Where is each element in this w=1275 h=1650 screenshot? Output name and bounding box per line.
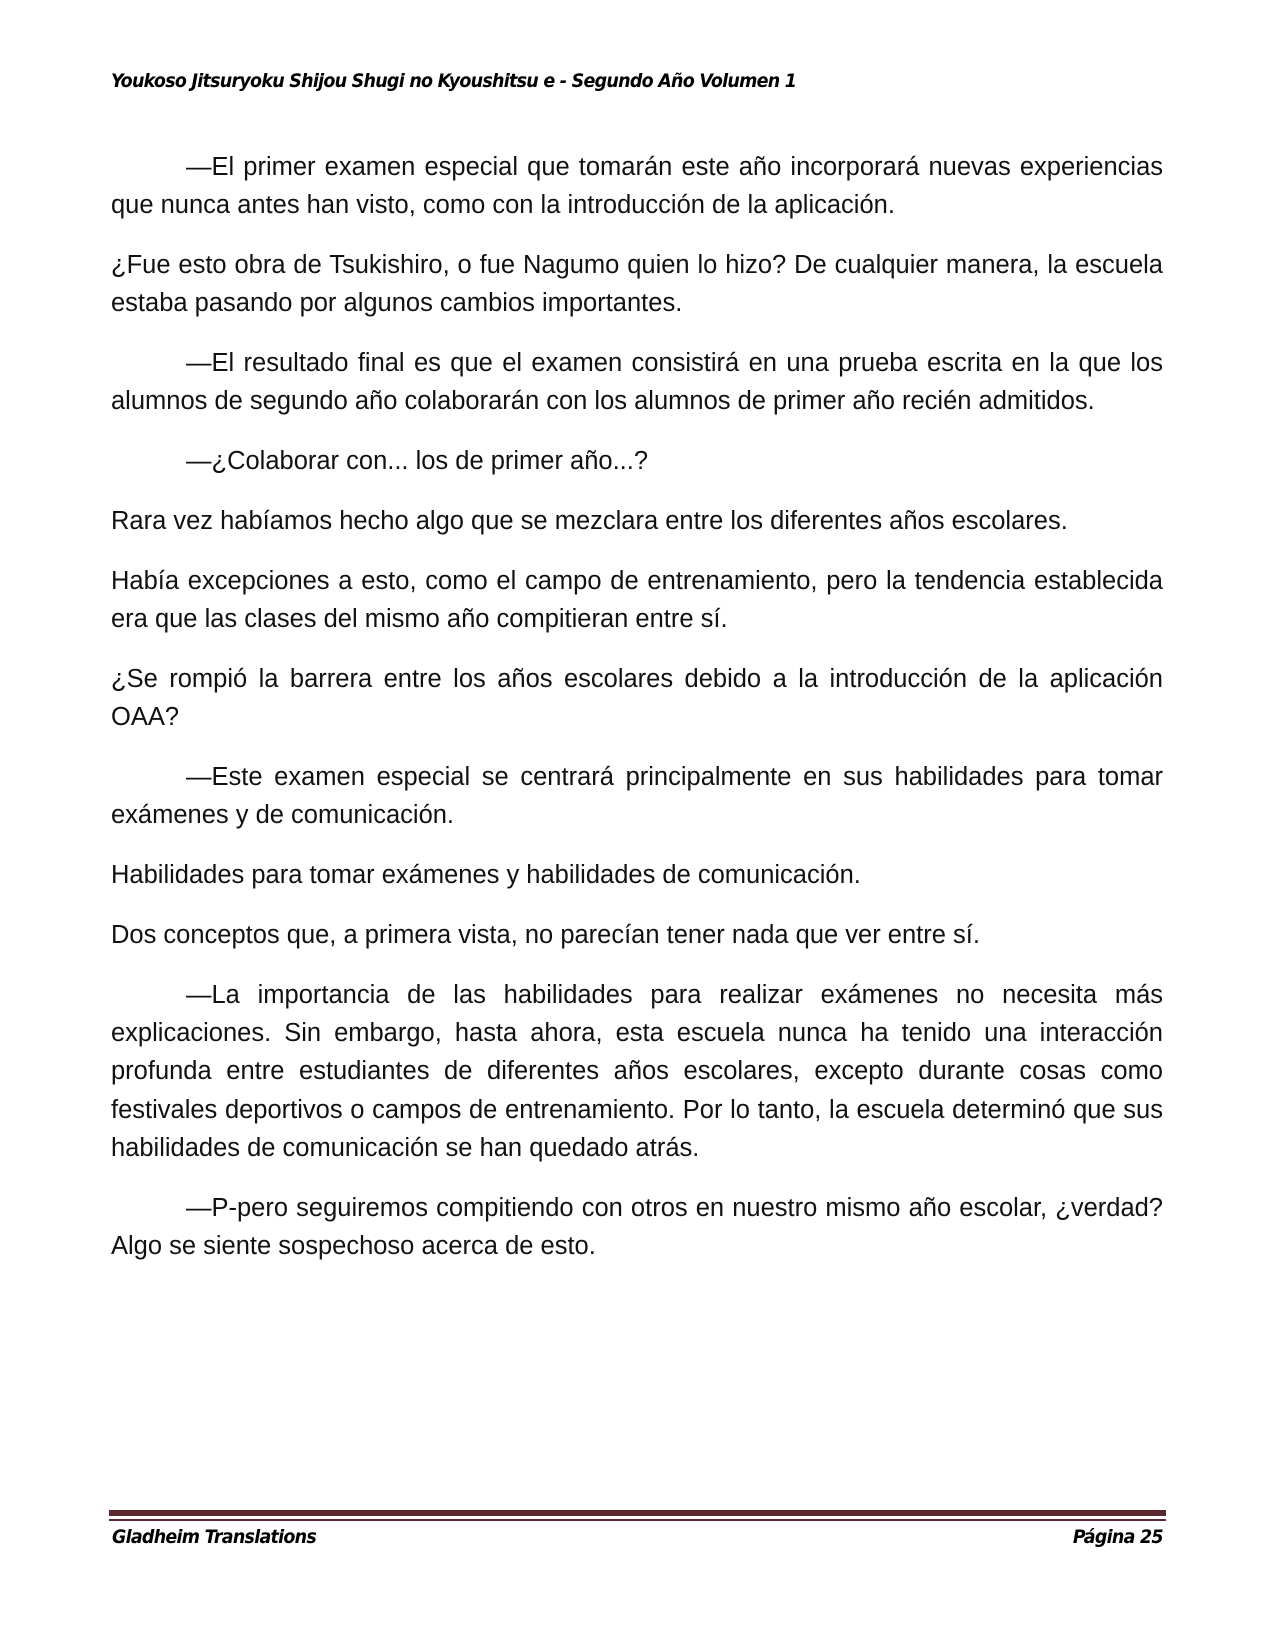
footer-rule-thick: [109, 1510, 1166, 1516]
paragraph: Había excepciones a esto, como el campo de entrenamiento, pero la tendencia establecida era que las clases del mismo año compitieran entre sí.: [111, 566, 1163, 634]
footer-page-number: Página 25: [1072, 1526, 1163, 1548]
paragraph: ¿Se rompió la barrera entre los años escolares debido a la introducción de la aplicación OAA?: [111, 664, 1163, 732]
footer-translator-credit: Gladheim Translations: [112, 1526, 317, 1548]
paragraph: Dos conceptos que, a primera vista, no parecían tener nada que ver entre sí.: [111, 920, 980, 949]
footer-rule-thin: [109, 1519, 1166, 1521]
paragraph: —El primer examen especial que tomarán este año incorporará nuevas experiencias que nunca antes han visto, como con la introducción de la aplicación.: [111, 153, 1163, 220]
paragraph: —¿Colaborar con... los de primer año...?: [186, 447, 649, 476]
paragraph: —El resultado final es que el examen consistirá en una prueba escrita en la que los alumnos de segundo año colaborarán con los alumnos de primer año recién admitidos.: [111, 349, 1163, 416]
page-body: [111, 148, 1163, 1287]
paragraph: —Este examen especial se centrará principalmente en sus habilidades para tomar exámenes y de comunicación.: [111, 763, 1163, 830]
paragraph: —La importancia de las habilidades para realizar exámenes no necesita más explicaciones. Sin embargo, hasta ahora, esta escuela nunca ha tenido una interacción profunda entre estudiantes de diferentes años escolares, excepto durante cosas como festivales deportivos o campos de entrenamiento. Por lo tanto, la escuela determinó que sus habilidades de comunicación se han quedado atrás.: [111, 980, 1163, 1162]
page-header-title: Youkoso Jitsuryoku Shijou Shugi no Kyoushitsu e - Segundo Año Volumen 1: [111, 70, 797, 92]
paragraph: ¿Fue esto obra de Tsukishiro, o fue Nagumo quien lo hizo? De cualquier manera, la escuela estaba pasando por algunos cambios importantes.: [111, 251, 1163, 318]
paragraph: Rara vez habíamos hecho algo que se mezclara entre los diferentes años escolares.: [111, 507, 1068, 536]
paragraph: Habilidades para tomar exámenes y habilidades de comunicación.: [111, 861, 861, 890]
paragraph: —P-pero seguiremos compitiendo con otros en nuestro mismo año escolar, ¿verdad? Algo se siente sospechoso acerca de esto.: [111, 1193, 1163, 1261]
